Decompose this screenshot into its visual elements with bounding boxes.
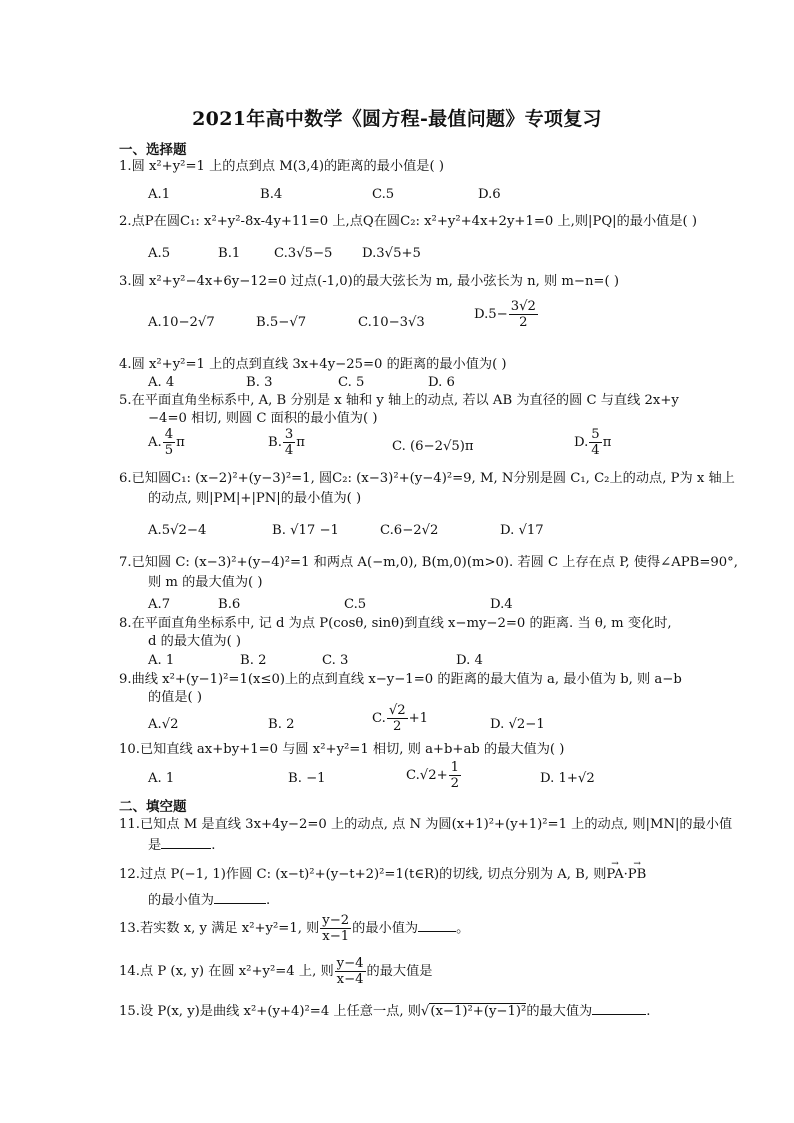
q11-answer-blank — [161, 836, 211, 849]
question-10-stem: 10.已知直线 ax+by+1=0 与圆 x²+y²=1 相切, 则 a+b+ab 的最大值为( ) — [119, 742, 565, 757]
question-6-stem-line2: 的动点, 则|PM|+|PN|的最小值为( ) — [148, 491, 362, 506]
question-5-stem-line1: 5.在平面直角坐标系中, A, B 分别是 x 轴和 y 轴上的动点, 若以 AB 为直径的圆 C 与直线 2x+y — [119, 393, 679, 408]
q1-option-b: B.4 — [260, 187, 283, 202]
question-8-stem-line2: d 的最大值为( ) — [148, 634, 242, 649]
q3-option-d-prefix: D.5− — [474, 307, 508, 322]
q1-option-d: D.6 — [478, 187, 501, 202]
q9-option-b: B. 2 — [268, 717, 295, 732]
question-9-stem-line1: 9.曲线 x²+(y−1)²=1(x≤0)上的点到直线 x−y−1=0 的距离的最大值为 a, 最小值为 b, 则 a−b — [119, 672, 682, 687]
q1-option-c: C.5 — [372, 187, 395, 202]
q10-option-d: D. 1+√2 — [540, 771, 595, 786]
q6-option-c: C.6−2√2 — [380, 523, 439, 538]
q2-option-c: C.3√5−5 — [274, 246, 333, 261]
q4-option-a: A. 4 — [148, 375, 175, 390]
page-title: 2021年高中数学《圆方程-最值问题》专项复习 — [192, 108, 602, 130]
q2-option-d: D.3√5+5 — [362, 246, 421, 261]
q3-option-a: A.10−2√7 — [148, 315, 215, 330]
q6-option-d: D. √17 — [500, 523, 544, 538]
q10-option-b: B. −1 — [288, 771, 326, 786]
q6-option-b: B. √17 −1 — [272, 523, 339, 538]
q5-option-c: C. (6−2√5)π — [392, 439, 474, 454]
q7-option-d: D.4 — [490, 597, 513, 612]
q7-option-b: B.6 — [218, 597, 241, 612]
q15-radicand: (x−1)²+(y−1)² — [430, 1004, 527, 1019]
question-3-stem: 3.圆 x²+y²−4x+6y−12=0 过点(-1,0)的最大弦长为 m, 最小弦长为 n, 则 m−n=( ) — [119, 274, 619, 289]
q2-option-a: A.5 — [148, 246, 171, 261]
vector-pa: → PA — [606, 866, 623, 884]
section-heading-choice: 一、选择题 — [119, 142, 187, 158]
question-9-stem-line2: 的值是( ) — [148, 690, 203, 705]
q5-option-d: D. $\frac{5}{4}$ π — [574, 427, 612, 458]
question-11-stem-line2: 是 . — [148, 838, 216, 853]
q8-option-b: B. 2 — [240, 653, 267, 668]
q1-option-a: A.1 — [148, 187, 171, 202]
q8-option-c: C. 3 — [322, 653, 349, 668]
question-15-stem: 15.设 P(x, y)是曲线 x²+(y+4)²=4 上任意一点, 则√(x−1)²+(y−1)²的最大值为 . — [119, 1004, 651, 1019]
q9-option-c: C. $\frac{√2}{2}$ +1 — [372, 703, 429, 734]
q15-answer-blank — [592, 1002, 646, 1015]
section-heading-fill: 二、填空题 — [119, 799, 187, 815]
q14-fraction: $\frac{y-4}{x-4}$ — [336, 956, 364, 987]
vector-pb: → PB — [628, 866, 647, 884]
q4-option-b: B. 3 — [246, 375, 273, 390]
q4-option-d: D. 6 — [428, 375, 455, 390]
question-8-stem-line1: 8.在平面直角坐标系中, 记 d 为点 P(cosθ, sinθ)到直线 x−my−2=0 的距离. 当 θ, m 变化时, — [119, 616, 672, 631]
question-1-stem: 1.圆 x²+y²=1 上的点到点 M(3,4)的距离的最小值是( ) — [119, 159, 444, 174]
q13-answer-blank — [418, 919, 456, 932]
q2-option-b: B.1 — [218, 246, 241, 261]
question-4-stem: 4.圆 x²+y²=1 上的点到直线 3x+4y−25=0 的距离的最小值为( ) — [119, 357, 507, 372]
q10-option-c: C.√2+ $\frac{1}{2}$ — [406, 760, 460, 791]
q5-option-a: A. $\frac{4}{5}$ π — [148, 427, 185, 458]
q6-option-a: A.5√2−4 — [148, 523, 207, 538]
q3-option-b: B.5−√7 — [256, 315, 307, 330]
q7-option-c: C.5 — [344, 597, 367, 612]
q3-option-d — [474, 299, 539, 330]
q10-option-a: A. 1 — [148, 771, 175, 786]
question-14-stem: 14.点 P (x, y) 在圆 x²+y²=4 上, 则 $\frac{y-4}{x-4}$ 的最大值是 — [119, 956, 433, 987]
question-13-stem: 13.若实数 x, y 满足 x²+y²=1, 则 $\frac{y-2}{x-1}$ 的最小值为 。 — [119, 913, 470, 944]
q9-option-a: A.√2 — [148, 717, 179, 732]
q9-option-d: D. √2−1 — [490, 717, 545, 732]
q5-option-b: B. $\frac{3}{4}$ π — [268, 427, 305, 458]
q8-option-a: A. 1 — [148, 653, 175, 668]
question-5-stem-line2: −4=0 相切, 则圆 C 面积的最小值为( ) — [148, 411, 378, 426]
question-12-stem-line2: 的最小值为 . — [148, 893, 271, 908]
q12-answer-blank — [214, 891, 266, 904]
q3-option-d-fraction: $\frac{3√2}{2}$ — [510, 299, 536, 330]
q13-fraction: $\frac{y-2}{x-1}$ — [322, 913, 350, 944]
square-root-sign: √ — [420, 1004, 430, 1019]
question-6-stem-line1: 6.已知圆C₁: (x−2)²+(y−3)²=1, 圆C₂: (x−3)²+(y−4)²=9, M, N分别是圆 C₁, C₂上的动点, P为 x 轴上 — [119, 471, 735, 486]
question-2-stem: 2.点P在圆C₁: x²+y²-8x-4y+11=0 上,点Q在圆C₂: x²+y²+4x+2y+1=0 上,则|PQ|的最小值是( ) — [119, 214, 698, 229]
q3-option-c: C.10−3√3 — [358, 315, 425, 330]
question-12-stem-line1: 12.过点 P(−1, 1)作圆 C: (x−t)²+(y−t+2)²=1(t∈R)的切线, 切点分别为 A, B, 则→ PA·→ PB — [119, 866, 646, 884]
question-7-stem-line2: 则 m 的最大值为( ) — [148, 575, 263, 590]
question-11-stem-line1: 11.已知点 M 是直线 3x+4y−2=0 上的动点, 点 N 为圆(x+1)²+(y+1)²=1 上的动点, 则|MN|的最小值 — [119, 817, 733, 832]
question-7-stem-line1: 7.已知圆 C: (x−3)²+(y−4)²=1 和两点 A(−m,0), B(m,0)(m>0). 若圆 C 上存在点 P, 使得∠APB=90°, — [119, 555, 738, 570]
q4-option-c: C. 5 — [338, 375, 365, 390]
q8-option-d: D. 4 — [456, 653, 483, 668]
q7-option-a: A.7 — [148, 597, 171, 612]
